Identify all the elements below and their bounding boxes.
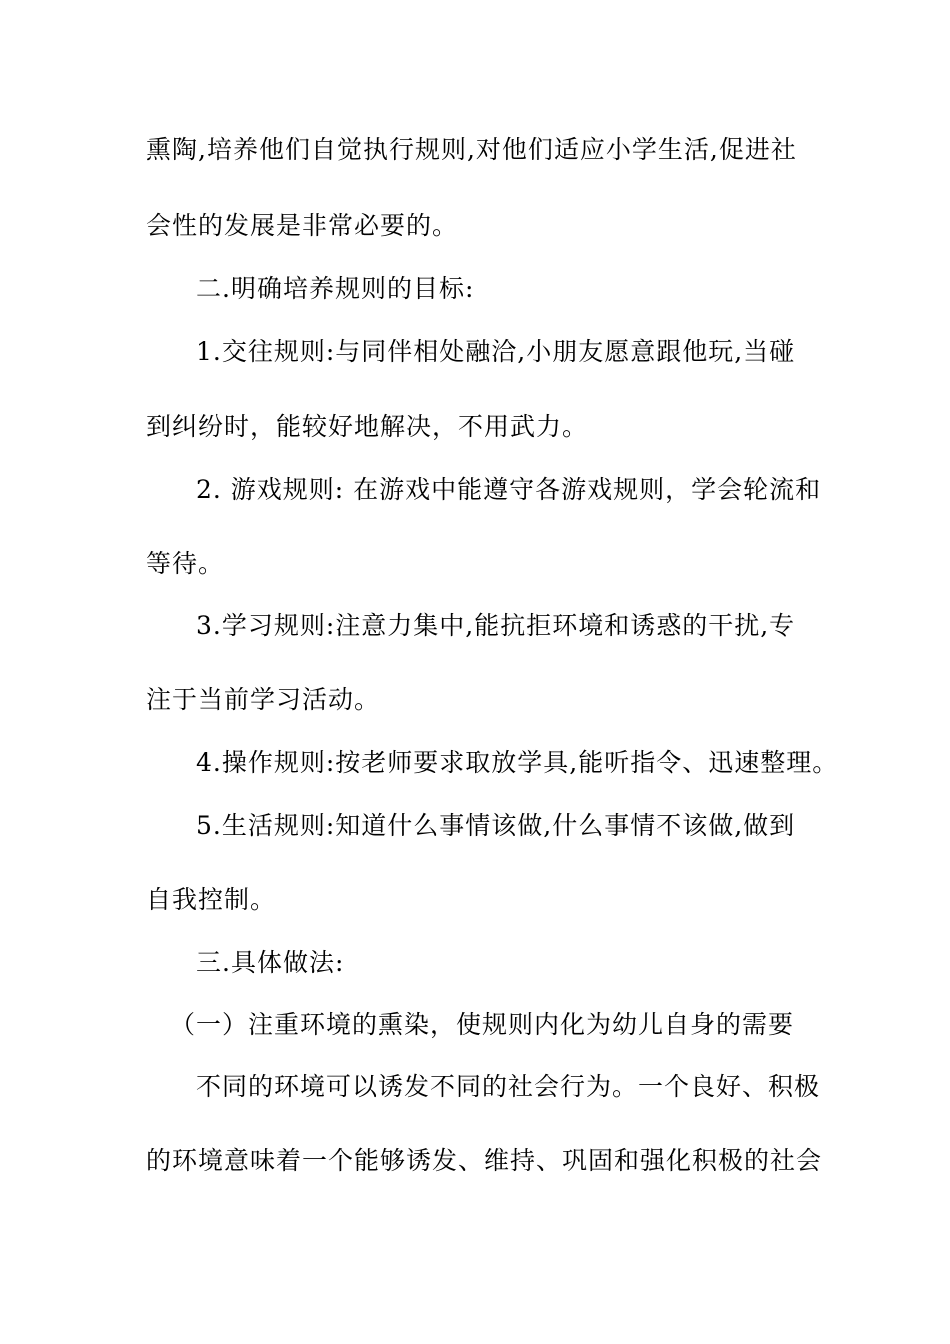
text-line: 到纠纷时，能较好地解决，不用武力。: [146, 412, 589, 441]
text-line: 的环境意味着一个能够诱发、维持、巩固和强化积极的社会: [146, 1146, 823, 1175]
subsection-heading: （一）注重环境的熏染，使规则内化为幼儿自身的需要: [170, 1010, 795, 1039]
text-line: 注于当前学习活动。: [146, 685, 381, 714]
text-line: 等待。: [146, 549, 225, 578]
text-line: 熏陶,培养他们自觉执行规则,对他们适应小学生活,促进社: [146, 135, 797, 164]
text-line: 3.学习规则:注意力集中,能抗拒环境和诱惑的干扰,专: [196, 611, 796, 640]
section-heading: 三.具体做法:: [196, 948, 345, 977]
text-line: 会性的发展是非常必要的。: [146, 211, 459, 240]
text-line: 4.操作规则:按老师要求取放学具,能听指令、迅速整理。: [196, 748, 839, 777]
text-line: 自我控制。: [146, 885, 277, 914]
text-line: 2. 游戏规则: 在游戏中能遵守各游戏规则，学会轮流和: [196, 475, 822, 504]
text-line: 5.生活规则:知道什么事情该做,什么事情不该做,做到: [196, 811, 796, 840]
section-heading: 二.明确培养规则的目标:: [196, 274, 475, 303]
text-line: 不同的环境可以诱发不同的社会行为。一个良好、积极: [196, 1072, 821, 1101]
text-line: 1.交往规则:与同伴相处融洽,小朋友愿意跟他玩,当碰: [196, 337, 796, 366]
